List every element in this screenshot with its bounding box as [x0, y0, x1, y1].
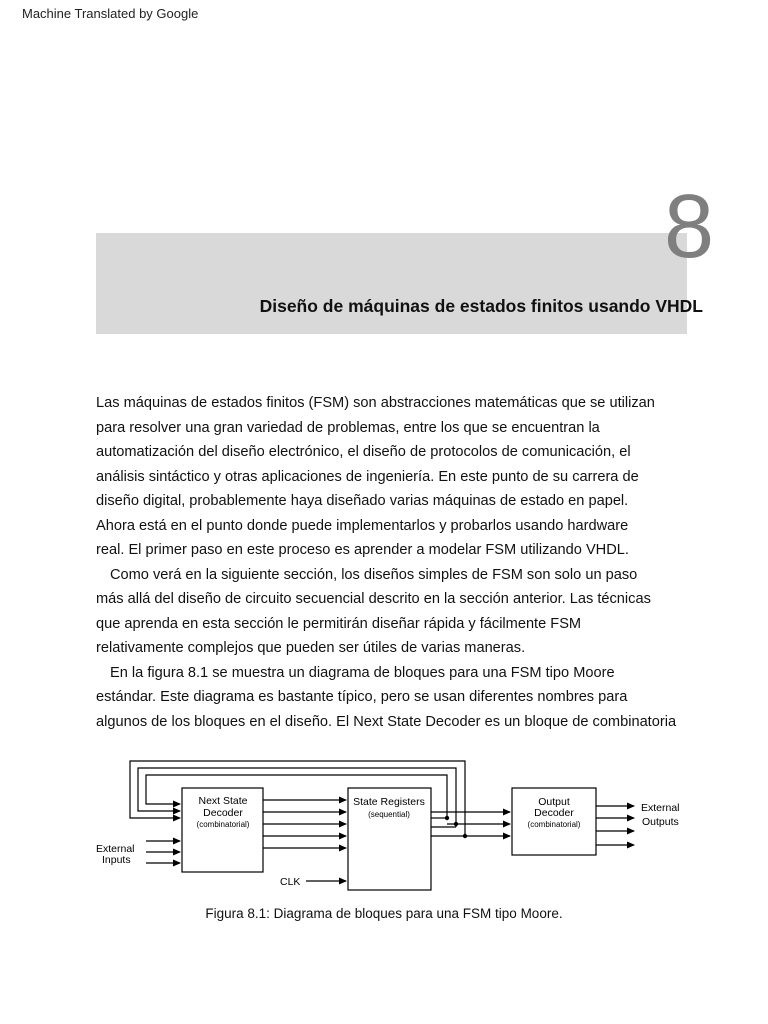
- external-output-arrows: [596, 806, 634, 845]
- external-outputs-label: External: [641, 802, 680, 814]
- paragraph-line: que aprenda en esta sección le permitirán diseñar rápida y fácilmente FSM: [96, 615, 582, 632]
- external-inputs-label-2: Inputs: [102, 854, 131, 866]
- next-state-combinatorial-label: (combinatorial): [196, 820, 250, 829]
- state-signal-arrows: [431, 812, 510, 836]
- paragraph-line: real. El primer paso en este proceso es aprender a modelar FSM utilizando VHDL.: [96, 542, 629, 558]
- paragraph-line: análisis sintáctico y otras aplicaciones de ingeniería. En este punto de su carrera de: [96, 468, 639, 485]
- paragraph-line: En la figura 8.1 se muestra un diagrama de bloques para una FSM tipo Moore: [110, 664, 615, 681]
- paragraph-line: estándar. Este diagrama es bastante típico, pero se usan diferentes nombres para: [96, 689, 628, 705]
- external-input-arrows: [146, 841, 180, 863]
- paragraph-line: diseño digital, probablemente haya diseñado varias máquinas de estado en papel.: [96, 493, 629, 509]
- state-registers-sequential-label: (sequential): [368, 810, 410, 819]
- output-combinatorial-label: (combinatorial): [527, 820, 581, 829]
- next-state-signal-arrows: [263, 800, 346, 848]
- paragraph-line: Como verá en la siguiente sección, los diseños simples de FSM son solo un paso: [110, 566, 638, 583]
- paragraph-line: relativamente complejos que pueden ser útiles de varias maneras.: [96, 640, 526, 656]
- figure-caption: Figura 8.1: Diagrama de bloques para una FSM tipo Moore.: [205, 906, 563, 921]
- clk-label: CLK: [280, 876, 301, 888]
- output-decoder-label: Decoder: [534, 807, 574, 819]
- chapter-header-box: [96, 233, 687, 334]
- machine-translated-banner: Machine Translated by Google: [22, 6, 199, 21]
- paragraph-line: más allá del diseño de circuito secuencial descrito en la sección anterior. Las técnicas: [96, 591, 651, 607]
- paragraph-line: para resolver una gran variedad de problemas, entre los que se encuentran la: [96, 419, 600, 436]
- external-inputs-label: External: [96, 843, 135, 855]
- chapter-title: Diseño de máquinas de estados finitos usando VHDL: [259, 296, 703, 316]
- fsm-block-diagram: [90, 755, 690, 900]
- next-state-decoder-label: Decoder: [203, 807, 243, 819]
- body-text: [96, 391, 736, 734]
- output-label: Output: [538, 796, 570, 808]
- paragraph-line: automatización del diseño electrónico, el diseño de protocolos de comunicación, el: [96, 444, 631, 460]
- paragraph-line: algunos de los bloques en el diseño. El Next State Decoder es un bloque de combinatoria: [96, 713, 677, 730]
- chapter-number: 8: [663, 177, 714, 277]
- next-state-label: Next State: [198, 795, 248, 807]
- state-registers-label: State Registers: [353, 796, 425, 808]
- paragraph-line: Las máquinas de estados finitos (FSM) son abstracciones matemáticas que se utilizan: [96, 395, 655, 411]
- external-outputs-label-2: Outputs: [642, 816, 679, 828]
- paragraph-line: Ahora está en el punto donde puede implementarlos y probarlos usando hardware: [96, 517, 629, 534]
